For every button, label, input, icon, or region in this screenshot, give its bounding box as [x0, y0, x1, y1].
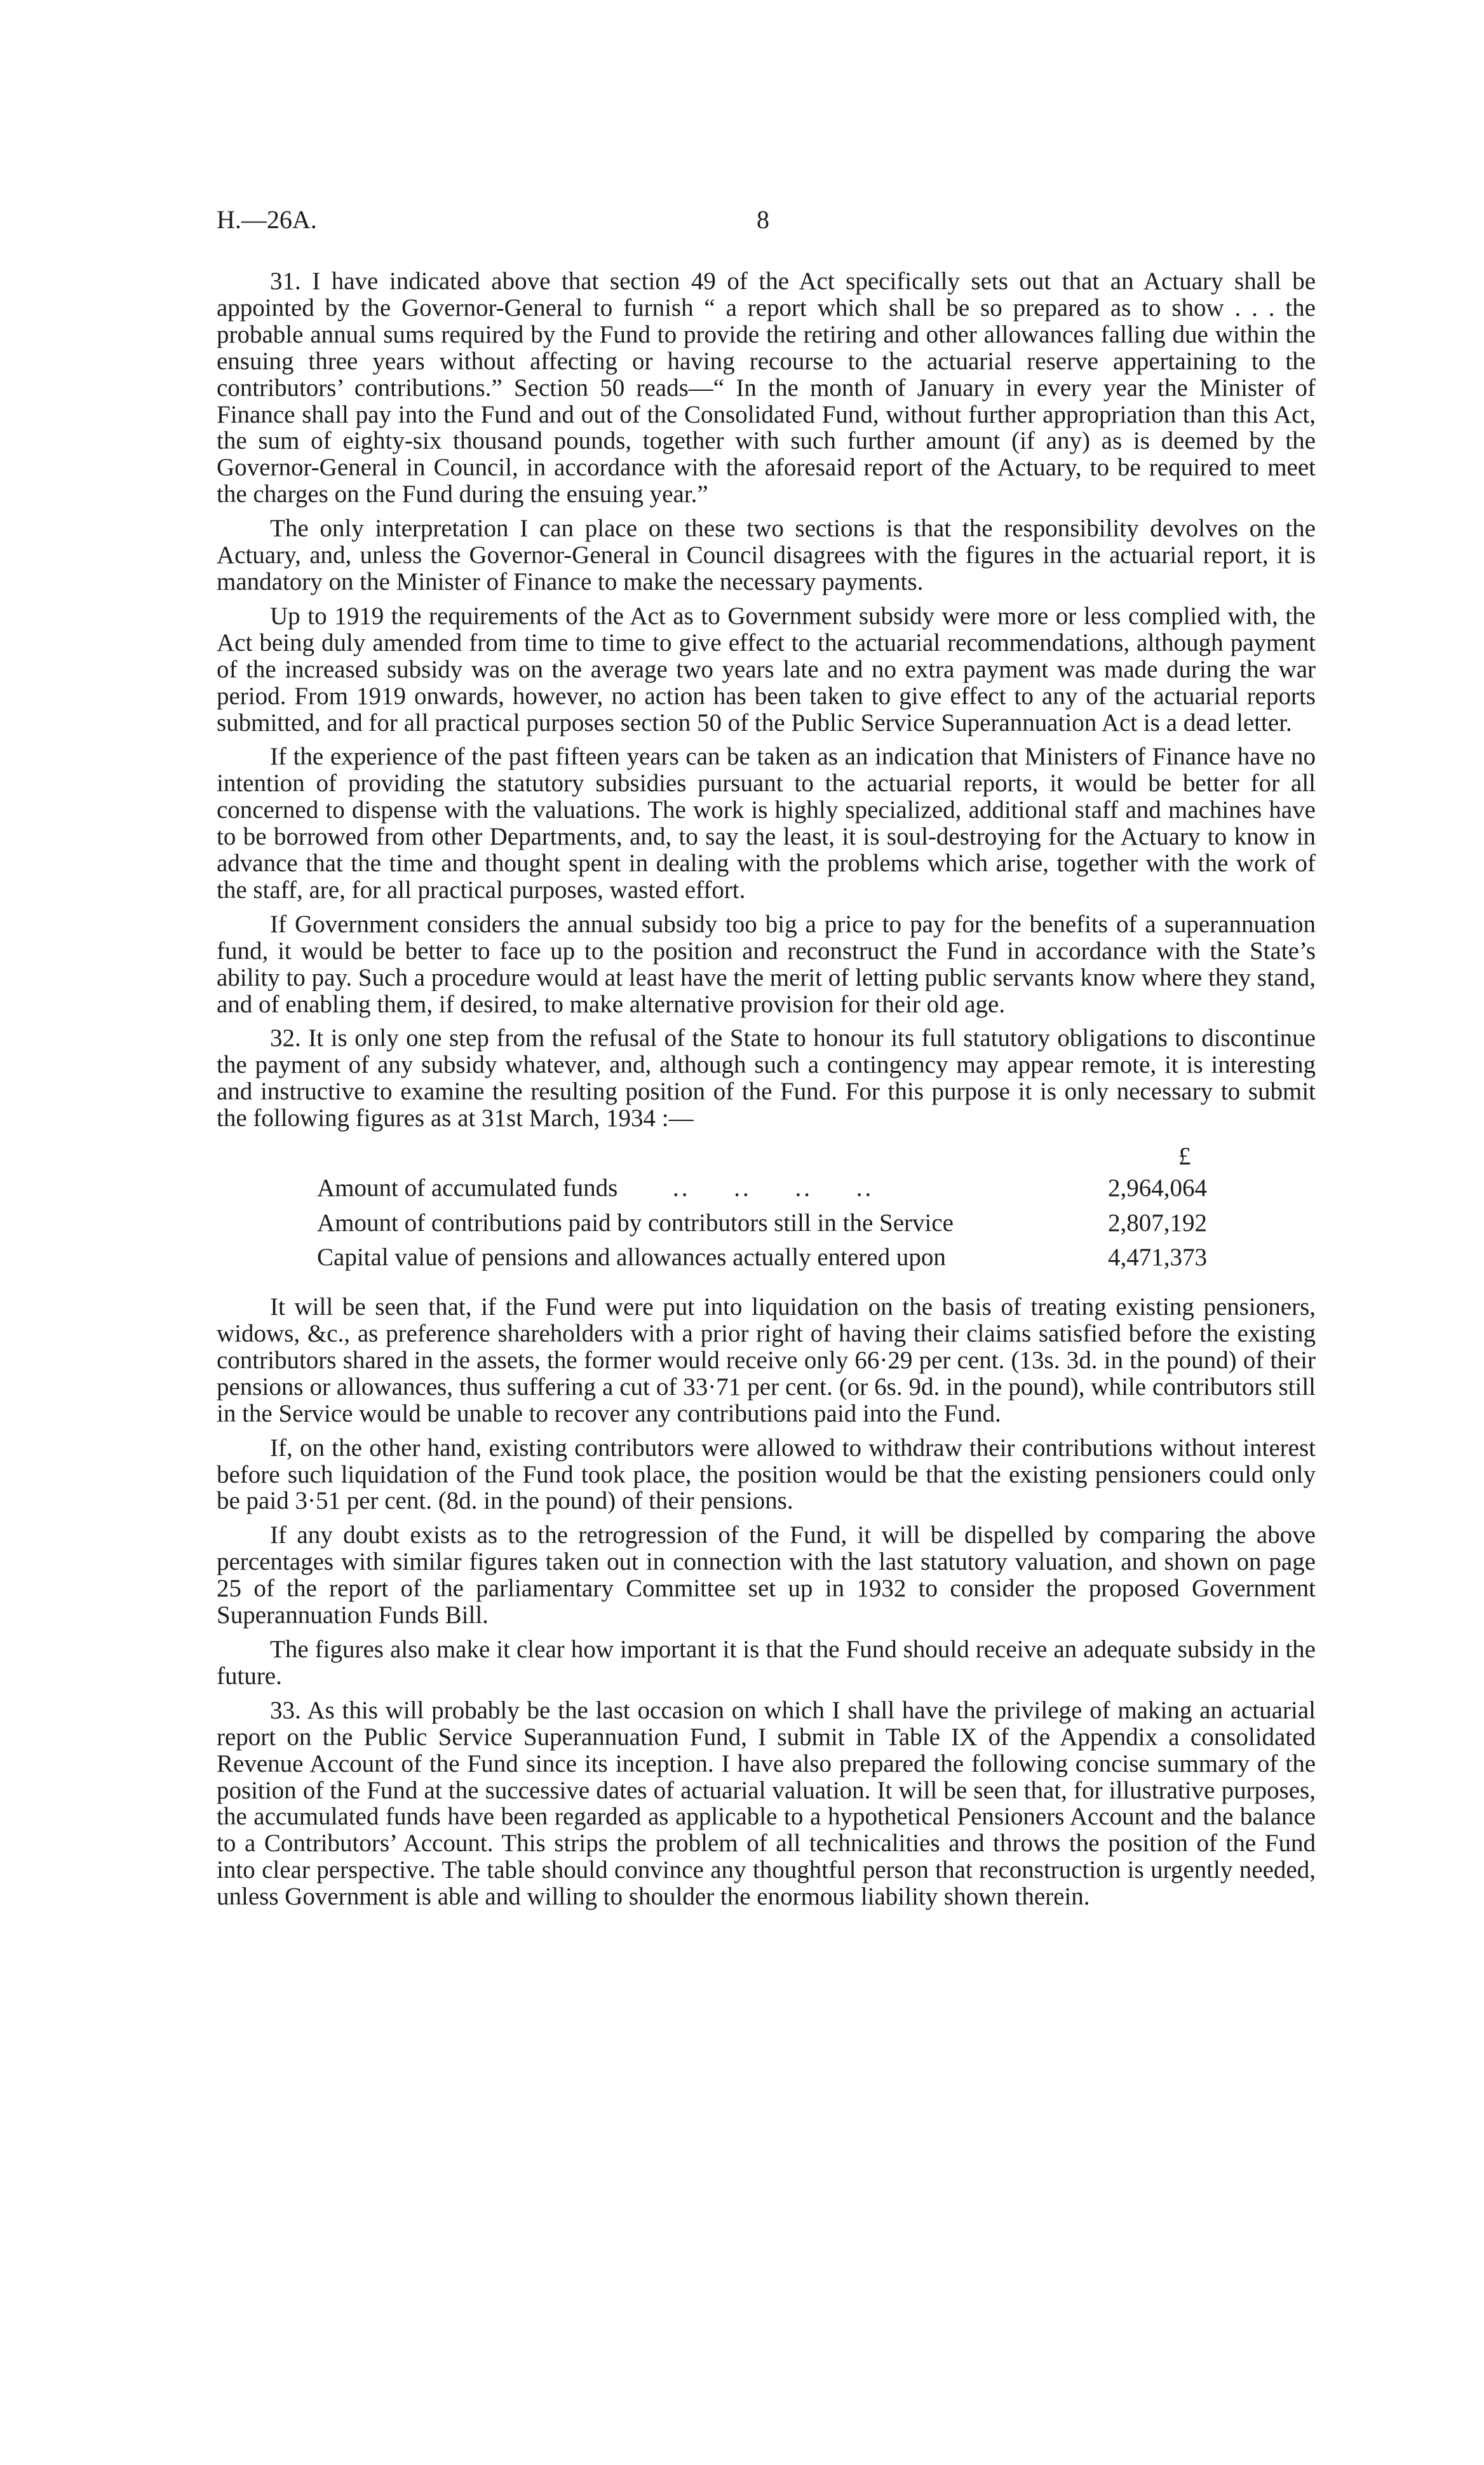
paragraph-31: 31. I have indicated above that section 49 of the Act specifically sets out that an Actuary shall be appointed by the Governor-General to furnish “ a report which shall be so prepared as to show . . . the probable annual sums required by the Fund to provide the retiring and other allowances falling due within the ensuing three years without affecting or having recourse to the actuarial reserve appertaining to the contributors’ contributions.” Section 50 reads—“ In the month of January in every year the Minister of Finance shall pay into the Fund and out of the Consolidated Fund, without further appropriation than this Act, the sum of eighty-six thousand pounds, together with such further amount (if any) as is deemed by the Governor-General in Council, in accordance with the aforesaid report of the Actuary, to be required to meet the charges on the Fund during the ensuing year.” [217, 268, 1316, 508]
paragraph-experience: If the experience of the past fifteen years can be taken as an indication that Ministers of Finance have no intention of providing the statutory subsidies pursuant to the actuarial reports, it would be better for all concerned to dispense with the valuations. The work is highly specialized, additional staff and machines have to be borrowed from other Departments, and, to say the least, it is soul-destroying for the Actuary to know in advance that the time and thought spent in dealing with the problems which arise, together with the work of the staff, are, for all practical purposes, wasted effort. [217, 743, 1316, 904]
row-leader: .. .. .. .. [673, 1174, 874, 1202]
paragraph-retrogression: If any doubt exists as to the retrogression of the Fund, it will be dispelled by comparing the above percentages with similar figures taken out in connection with the last statutory valuation, and shown on page 25 of the report of the parliamentary Committee set up in 1932 to consider the proposed Government Superannuation Funds Bill. [217, 1521, 1316, 1629]
row-label: Capital value of pensions and allowances actually entered upon [317, 1244, 946, 1272]
row-label: Amount of accumulated funds [317, 1174, 618, 1202]
paragraph-33: 33. As this will probably be the last occasion on which I shall have the privilege of making an actuarial report on the Public Service Superannuation Fund, I submit in Table IX of the Appendix a consolidated Revenue Account of the Fund since its inception. I have also prepared the following concise summary of the position of the Fund at the successive dates of actuarial valuation. It will be seen that, for illustrative purposes, the accumulated funds have been regarded as applicable to a hypothetical Pensioners Account and the balance to a Contributors’ Account. This strips the problem of all technicalities and throws the position of the Fund into clear perspective. The table should convince any thoughtful person that reconstruction is urgently needed, unless Government is able and willing to shoulder the enormous liability shown therein. [217, 1696, 1316, 1911]
table-row [317, 1175, 1207, 1202]
row-value: 2,807,192 [1108, 1209, 1207, 1237]
row-value: 2,964,064 [1108, 1174, 1207, 1202]
currency-header: £ [1178, 1143, 1191, 1171]
page-header [217, 207, 1316, 233]
paragraph-government: If Government considers the annual subsidy too big a price to pay for the benefits of a superannuation fund, it would be better to face up to the position and reconstruct the Fund in accordance with the State’s ability to pay. Such a procedure would at least have the merit of letting public servants know where they stand, and of enabling them, if desired, to make alternative provision for their old age. [217, 910, 1316, 1018]
paragraph-up-to-1919: Up to 1919 the requirements of the Act as to Government subsidy were more or less complied with, the Act being duly amended from time to time to give effect to the actuarial recommendations, although payment of the increased subsidy was on the average two years late and no extra payment was made during the war period. From 1919 onwards, however, no action has been taken to give effect to any of the actuarial reports submitted, and for all practical purposes section 50 of the Public Service Superannuation Act is a dead letter. [217, 602, 1316, 737]
paragraph-32: 32. It is only one step from the refusal of the State to honour its full statutory obligations to discontinue the payment of any subsidy whatever, and, although such a contingency may appear remote, it is interesting and instructive to examine the resulting position of the Fund. For this purpose it is only necessary to submit the following figures as at 31st March, 1934 :— [217, 1024, 1316, 1132]
paragraph-interpretation: The only interpretation I can place on these two sections is that the responsibility devolves on the Actuary, and, unless the Governor-General in Council disagrees with the figures in the actuarial report, it is mandatory on the Minister of Finance to make the necessary payments. [217, 515, 1316, 595]
document-code: H.—26A. [217, 205, 317, 234]
page-number: 8 [757, 205, 769, 234]
row-label: Amount of contributions paid by contributors still in the Service [317, 1209, 954, 1237]
table-row [317, 1244, 1207, 1271]
paragraph-liquidation: It will be seen that, if the Fund were put into liquidation on the basis of treating existing pensioners, widows, &c., as preference shareholders with a prior right of having their claims satisfied before the existing contributors shared in the assets, the former would receive only 66·29 per cent. (13s. 3d. in the pound) of their pensions or allowances, thus suffering a cut of 33·71 per cent. (or 6s. 9d. in the pound), while contributors still in the Service would be unable to recover any contributions paid into the Fund. [217, 1293, 1316, 1427]
paragraph-adequate-subsidy: The figures also make it clear how important it is that the Fund should receive an adequate subsidy in the future. [217, 1635, 1316, 1690]
paragraph-withdrawal: If, on the other hand, existing contributors were allowed to withdraw their contributions without interest before such liquidation of the Fund took place, the position would be that the existing pensioners could only be paid 3·51 per cent. (8d. in the pound) of their pensions. [217, 1434, 1316, 1515]
figures-table [217, 1143, 1316, 1280]
row-value: 4,471,373 [1108, 1244, 1207, 1272]
body-text [217, 268, 1316, 1918]
table-row [317, 1210, 1207, 1237]
